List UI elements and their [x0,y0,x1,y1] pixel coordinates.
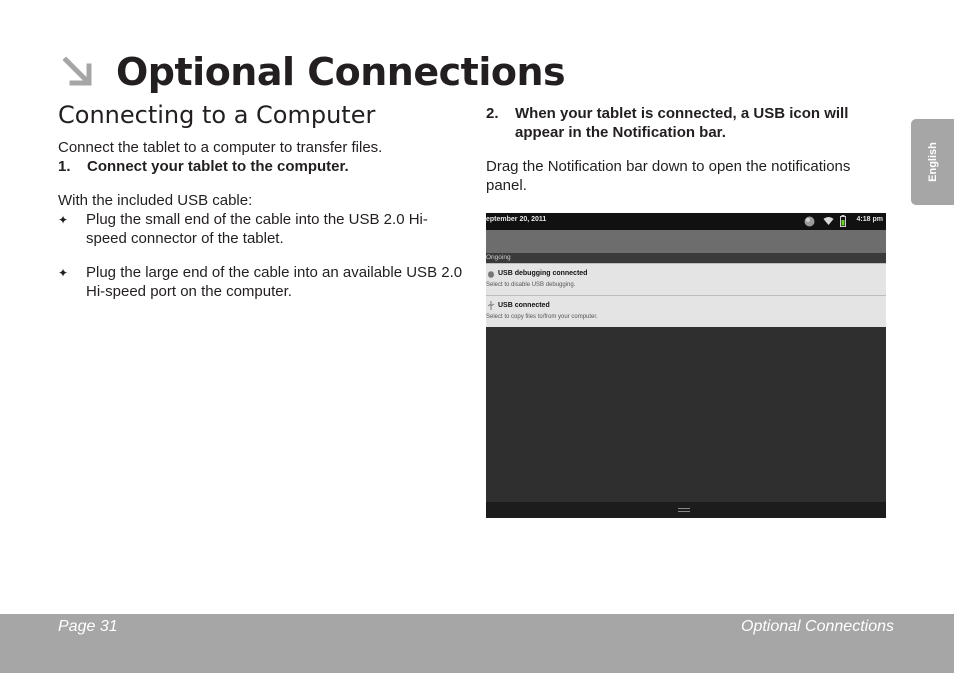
notification-subtitle: Select to disable USB debugging. [486,282,576,288]
panel-drag-handle[interactable] [486,502,886,518]
step-1-text: Connect your tablet to the computer. [87,158,349,175]
notification-subtitle: Select to copy files to/from your computer. [486,314,598,320]
step-2-text: When your tablet is connected, a USB icon will appear in the Notification bar. [515,105,849,141]
notification-title: USB connected [498,302,550,309]
intro-text: Connect the tablet to a computer to transfer files. [58,139,383,156]
bullet-icon: ✦ [58,266,69,280]
step-1-number: 1. [58,158,71,175]
bullet-icon: ✦ [58,213,69,227]
notification-usb-connected[interactable] [486,295,886,327]
status-time: 4:18 pm [856,216,883,223]
usb-icon [487,301,495,310]
page-title: Optional Connections [116,50,566,94]
usb-intro-text: With the included USB cable: [58,192,253,209]
notification-usb-debugging[interactable] [486,263,886,295]
bullet-item [58,263,468,301]
notification-header [486,230,886,253]
bug-icon [487,270,495,278]
page-number: Page 31 [58,618,118,635]
language-tab-label: English [926,142,939,182]
page-title-row [58,50,565,94]
footer-section-title: Optional Connections [741,618,894,635]
battery-icon [840,215,846,227]
ongoing-section [486,253,886,263]
step-2 [486,104,886,142]
notification-title: USB debugging connected [498,270,588,277]
bullet-text: Plug the small end of the cable into the USB 2.0 Hi-speed connector of the tablet. [86,211,428,247]
globe-icon [804,216,815,227]
ongoing-label: Ongoing [486,254,511,261]
arrow-down-right-icon [58,52,98,92]
drag-instruction: Drag the Notification bar down to open the notifications panel. [486,158,851,194]
status-bar [486,213,886,230]
wifi-icon [823,216,834,226]
bullet-item [58,210,468,248]
bullet-text: Plug the large end of the cable into an available USB 2.0 Hi-speed port on the computer. [86,264,463,300]
language-tab [911,119,954,205]
status-date: eptember 20, 2011 [486,216,547,223]
step-2-number: 2. [486,105,499,122]
section-heading: Connecting to a Computer [58,101,376,129]
tablet-notification-screenshot [486,213,886,518]
